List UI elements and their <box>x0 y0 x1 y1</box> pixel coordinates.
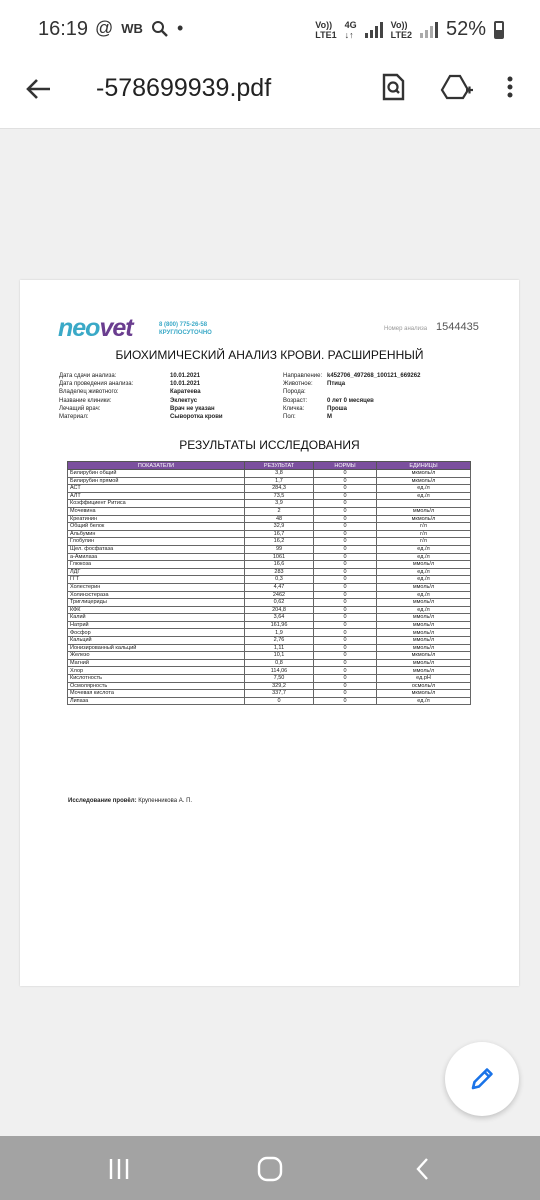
indicator-cell: Щел. фосфатаза <box>68 545 245 553</box>
result-cell: 99 <box>245 545 314 553</box>
unit-cell: ед./л <box>377 553 471 561</box>
document-heading: БИОХИМИЧЕСКИЙ АНАЛИЗ КРОВИ. РАСШИРЕННЫЙ <box>115 348 424 362</box>
result-cell: 1,11 <box>245 644 314 652</box>
table-row <box>68 470 471 478</box>
indicator-cell: Глобулин <box>68 538 245 546</box>
unit-cell: ед./л <box>377 591 471 599</box>
norm-cell: 0 <box>314 652 377 660</box>
norm-cell: 0 <box>314 621 377 629</box>
info-left-labels: Дата сдачи анализа: Дата проведения анализа: Владелец животного: Название клиники: Лечащий врач: Материал: <box>59 373 134 421</box>
system-nav-bar <box>0 1136 540 1200</box>
indicator-cell: Фосфор <box>68 629 245 637</box>
indicator-cell: Осмолярность <box>68 682 245 690</box>
indicator-cell: АСТ <box>68 485 245 493</box>
norm-cell: 0 <box>314 561 377 569</box>
result-cell: 16,6 <box>245 561 314 569</box>
norm-cell: 0 <box>314 629 377 637</box>
table-row <box>68 523 471 531</box>
norm-cell: 0 <box>314 697 377 705</box>
result-cell: 337,7 <box>245 690 314 698</box>
indicator-cell: Креатинин <box>68 515 245 523</box>
result-cell: 284,3 <box>245 485 314 493</box>
result-cell: 2462 <box>245 591 314 599</box>
analysis-number: 1544435 <box>436 321 479 333</box>
status-notifications <box>95 18 183 39</box>
unit-cell: мкмоль/л <box>377 690 471 698</box>
document-title: -578699939.pdf <box>96 74 272 102</box>
signal-bars-icon <box>365 22 383 38</box>
norm-cell: 0 <box>314 485 377 493</box>
norm-cell: 0 <box>314 614 377 622</box>
table-row <box>68 637 471 645</box>
unit-cell: мкмоль/л <box>377 515 471 523</box>
signal-bars-2-icon <box>420 22 438 38</box>
norm-cell: 0 <box>314 553 377 561</box>
unit-cell: ммоль/л <box>377 614 471 622</box>
table-row <box>68 507 471 515</box>
table-row <box>68 621 471 629</box>
back-icon[interactable] <box>408 1156 438 1182</box>
status-bar <box>0 0 540 60</box>
indicator-cell: Кальций <box>68 637 245 645</box>
unit-cell: ед./л <box>377 492 471 500</box>
result-cell: 1061 <box>245 553 314 561</box>
norm-cell: 0 <box>314 599 377 607</box>
norm-cell: 0 <box>314 644 377 652</box>
table-row <box>68 606 471 614</box>
column-header: РЕЗУЛЬТАТ <box>245 462 314 470</box>
result-cell: 329,2 <box>245 682 314 690</box>
norm-cell: 0 <box>314 523 377 531</box>
battery-icon <box>494 21 504 39</box>
indicator-cell: Триглицериды <box>68 599 245 607</box>
table-row <box>68 644 471 652</box>
norm-cell: 0 <box>314 583 377 591</box>
norm-cell: 0 <box>314 591 377 599</box>
unit-cell: мкмоль/л <box>377 470 471 478</box>
table-row <box>68 568 471 576</box>
home-icon[interactable] <box>255 1156 285 1182</box>
table-row <box>68 545 471 553</box>
result-cell: 16,7 <box>245 530 314 538</box>
table-row <box>68 675 471 683</box>
indicator-cell: АЛТ <box>68 492 245 500</box>
status-right <box>315 18 504 41</box>
result-cell: 1,9 <box>245 629 314 637</box>
indicator-cell: Мочевина <box>68 507 245 515</box>
unit-cell: ммоль/л <box>377 561 471 569</box>
sim1-indicator: Vo)) LTE1 <box>315 19 337 40</box>
column-header: ЕДИНИЦЫ <box>377 462 471 470</box>
table-row <box>68 576 471 584</box>
result-cell: 283 <box>245 568 314 576</box>
unit-cell: ед./л <box>377 697 471 705</box>
table-row <box>68 599 471 607</box>
add-to-drive-icon[interactable] <box>440 72 474 102</box>
unit-cell: ммоль/л <box>377 629 471 637</box>
column-header: НОРМЫ <box>314 462 377 470</box>
result-cell: 0,3 <box>245 576 314 584</box>
indicator-cell: Глюкоза <box>68 561 245 569</box>
result-cell: 0,62 <box>245 599 314 607</box>
unit-cell: ммоль/л <box>377 621 471 629</box>
indicator-cell: Магний <box>68 659 245 667</box>
norm-cell: 0 <box>314 576 377 584</box>
norm-cell: 0 <box>314 675 377 683</box>
table-row <box>68 690 471 698</box>
result-cell: 3,9 <box>245 500 314 508</box>
unit-cell: ед./л <box>377 606 471 614</box>
indicator-cell: Натрий <box>68 621 245 629</box>
table-row <box>68 530 471 538</box>
edit-button[interactable] <box>445 1042 519 1116</box>
norm-cell: 0 <box>314 545 377 553</box>
sim2-indicator: Vo)) LTE2 <box>390 19 412 40</box>
table-row <box>68 561 471 569</box>
table-row <box>68 583 471 591</box>
norm-cell: 0 <box>314 530 377 538</box>
indicator-cell: Калий <box>68 614 245 622</box>
result-cell: 2,76 <box>245 637 314 645</box>
norm-cell: 0 <box>314 568 377 576</box>
dot-icon: • <box>176 18 184 38</box>
unit-cell: ед./л <box>377 576 471 584</box>
table-row <box>68 629 471 637</box>
indicator-cell: Альбумин <box>68 530 245 538</box>
unit-cell: ммоль/л <box>377 583 471 591</box>
info-right-labels: Направление: Животное: Порода: Возраст: Кличка: Пол: <box>283 373 323 421</box>
back-arrow-icon[interactable] <box>24 74 54 104</box>
unit-cell: ммоль/л <box>377 599 471 607</box>
table-row <box>68 477 471 485</box>
result-cell: 73,5 <box>245 492 314 500</box>
search-icon <box>151 20 169 38</box>
result-cell: 204,8 <box>245 606 314 614</box>
table-row <box>68 614 471 622</box>
result-cell: 32,9 <box>245 523 314 531</box>
unit-cell: ед./л <box>377 485 471 493</box>
indicator-cell: Ионизированный кальций <box>68 644 245 652</box>
pdf-page <box>20 280 519 986</box>
table-row <box>68 492 471 500</box>
indicator-cell: ЛДГ <box>68 568 245 576</box>
indicator-cell: Хлор <box>68 667 245 675</box>
wb-app-icon: WB <box>121 21 143 36</box>
table-row <box>68 652 471 660</box>
indicator-cell: Кислотность <box>68 675 245 683</box>
table-row <box>68 500 471 508</box>
indicator-cell: Холестерин <box>68 583 245 591</box>
unit-cell <box>377 500 471 508</box>
info-left-values: 10.01.2021 10.01.2021 Каратеева Эклектус Врач не указан Сыворотка крови <box>170 373 223 421</box>
clinic-phone: 8 (800) 775-26-58 КРУГЛОСУТОЧНО <box>159 322 212 336</box>
indicator-cell: ГГТ <box>68 576 245 584</box>
norm-cell: 0 <box>314 515 377 523</box>
norm-cell: 0 <box>314 538 377 546</box>
table-row <box>68 659 471 667</box>
norm-cell: 0 <box>314 507 377 515</box>
more-vert-icon[interactable] <box>500 72 520 102</box>
result-cell: 3,8 <box>245 470 314 478</box>
table-row <box>68 697 471 705</box>
result-cell: 3,64 <box>245 614 314 622</box>
table-row <box>68 553 471 561</box>
result-cell: 0 <box>245 697 314 705</box>
network-indicator: 4G ↓↑ <box>344 19 357 40</box>
table-row <box>68 667 471 675</box>
result-cell: 10,1 <box>245 652 314 660</box>
edit-pencil-icon <box>468 1065 496 1093</box>
unit-cell: мкмоль/л <box>377 477 471 485</box>
norm-cell: 0 <box>314 682 377 690</box>
table-row <box>68 538 471 546</box>
norm-cell: 0 <box>314 690 377 698</box>
table-row <box>68 515 471 523</box>
unit-cell: г/л <box>377 523 471 531</box>
indicator-cell: Липаза <box>68 697 245 705</box>
norm-cell: 0 <box>314 477 377 485</box>
unit-cell: ед./л <box>377 545 471 553</box>
result-cell: 0,8 <box>245 659 314 667</box>
recent-apps-icon[interactable] <box>104 1156 134 1182</box>
status-time: 16:19 <box>38 18 89 40</box>
analysis-number-label: Номер анализа <box>384 326 428 332</box>
indicator-cell: Билирубин общий <box>68 470 245 478</box>
unit-cell: ммоль/л <box>377 507 471 515</box>
table-row <box>68 485 471 493</box>
norm-cell: 0 <box>314 492 377 500</box>
unit-cell: г/л <box>377 530 471 538</box>
result-cell: 161,96 <box>245 621 314 629</box>
unit-cell: осмоль/л <box>377 682 471 690</box>
indicator-cell: Общий белок <box>68 523 245 531</box>
table-row <box>68 682 471 690</box>
neovet-logo: neovet <box>58 314 133 342</box>
unit-cell: ммоль/л <box>377 667 471 675</box>
indicator-cell: Мочевая кислота <box>68 690 245 698</box>
result-cell: 48 <box>245 515 314 523</box>
norm-cell: 0 <box>314 470 377 478</box>
norm-cell: 0 <box>314 659 377 667</box>
performed-by: Исследование провёл: Крупенникова А. П. <box>68 798 193 804</box>
unit-cell: ммоль/л <box>377 637 471 645</box>
norm-cell: 0 <box>314 667 377 675</box>
result-cell: 114,06 <box>245 667 314 675</box>
battery-percent: 52% <box>445 18 486 40</box>
result-cell: 1,7 <box>245 477 314 485</box>
search-document-icon[interactable] <box>378 72 408 102</box>
unit-cell: ед./л <box>377 568 471 576</box>
info-right-values: k452706_497268_100121_669262 Птица 0 лет 0 месяцев Проша М <box>327 373 421 421</box>
norm-cell: 0 <box>314 606 377 614</box>
table-row <box>68 591 471 599</box>
unit-cell: г/л <box>377 538 471 546</box>
norm-cell: 0 <box>314 637 377 645</box>
results-heading: РЕЗУЛЬТАТЫ ИССЛЕДОВАНИЯ <box>179 438 360 452</box>
result-cell: 2 <box>245 507 314 515</box>
app-bar <box>0 60 540 129</box>
column-header: ПОКАЗАТЕЛИ <box>68 462 245 470</box>
unit-cell: ед.pH <box>377 675 471 683</box>
at-icon: @ <box>95 18 114 38</box>
indicator-cell: Железо <box>68 652 245 660</box>
unit-cell: мкмоль/л <box>377 652 471 660</box>
unit-cell: ммоль/л <box>377 659 471 667</box>
indicator-cell: Коэффициент Ритиса <box>68 500 245 508</box>
result-cell: 4,47 <box>245 583 314 591</box>
results-table <box>67 461 471 705</box>
norm-cell: 0 <box>314 500 377 508</box>
indicator-cell: Билирубин прямой <box>68 477 245 485</box>
unit-cell: ммоль/л <box>377 644 471 652</box>
indicator-cell: a-Амилаза <box>68 553 245 561</box>
indicator-cell: Холинэстераза <box>68 591 245 599</box>
result-cell: 16,2 <box>245 538 314 546</box>
indicator-cell: КФК <box>68 606 245 614</box>
table-header-row <box>68 462 471 470</box>
result-cell: 7,50 <box>245 675 314 683</box>
